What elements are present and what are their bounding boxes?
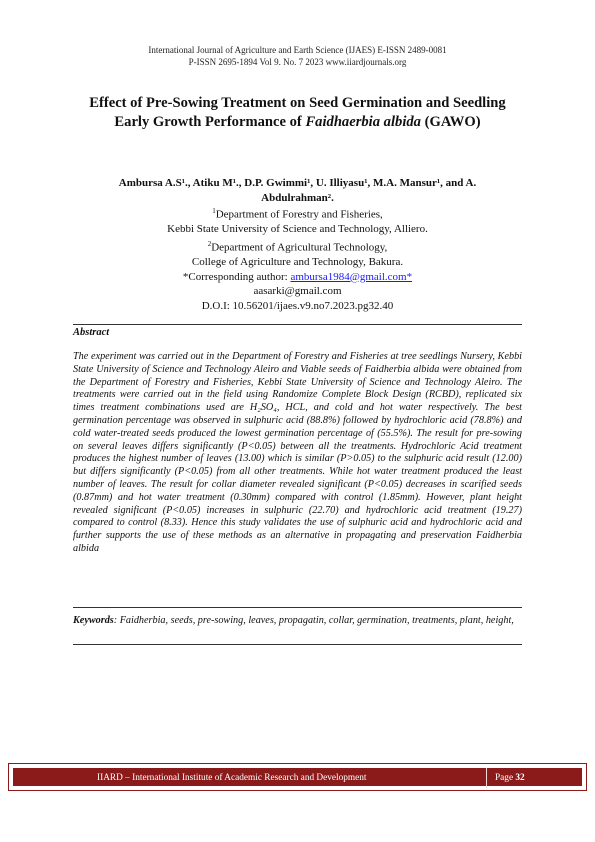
keywords — [73, 614, 522, 627]
keywords-top-rule — [73, 607, 522, 608]
footer-divider — [486, 768, 487, 788]
corresponding-label: *Corresponding author: — [182, 270, 291, 283]
keywords-text: : Faidherbia, seeds, pre-sowing, leaves, propagatin, collar, germination, treatments, plant, height, — [113, 615, 514, 626]
keywords-label: Keywords — [73, 615, 114, 626]
corresponding-email-link[interactable]: ambursa1984@gmail.com* — [290, 270, 413, 283]
footer-publisher: IIARD – International Institute of Academic Research and Development — [97, 773, 367, 783]
abstract-top-rule — [73, 324, 522, 325]
keywords-bottom-rule — [73, 644, 522, 645]
affiliation-2-dept: $^2$Department of Agricultural Technology, — [207, 239, 388, 254]
title-part2: (GAWO) — [420, 114, 481, 130]
title-species: Faidhaerbia albida — [305, 114, 421, 130]
abstract-body: The experiment was carried out in the Department of Forestry and Fisheries at tree seedlings Nursery, Kebbi State University of Science and Technology Aleiro and Viable seeds of Faidherbia albida were obtained from the Department of Forestry and Fisheries, Kebbi State University of Science and Technology Aleiro. The treatments were carried out in the field using Randomize Complete Block Design (RCBD), replicated six times treatment combinations used are H₂SO₄, HCL, and cold and hot water respectively. The best germination percentage was observed in sulphuric acid (88.8%) followed by hydrochloric acid (78.8%) and cold water-treated seeds produced the lowest germination percentage of (55.5%). The result for pre-sowing on several leaves differs significantly (P<0.05) between all the treatments. Hydrochloric Acid treatment produces the highest number of leaves (13.00) which is similar (P>0.05) to the sulphuric acid result (12.00) but differs significantly (P<0.05) from all other treatments. While hot water treatment produced the least number of leaves. The result for collar diameter revealed significant (P<0.05) decreases in scarified seeds (0.87mm) and hot water treatment (0.30mm) compared with control (1.85mm). However, plant height revealed significant (P<0.05) increases in sulphuric (22.70) and hydrochloric acid treatment (19.27) compared to control (8.33). Hence this study validates the use of sulphuric acid and hydrochloric acid and further supports the use of these methods as an alternative in propagating and preservation Faidherbia albida — [73, 351, 522, 554]
affiliation-1-marker: 1 — [212, 207, 216, 215]
author-list — [90, 176, 505, 206]
page-number: 32 — [515, 773, 525, 783]
second-email: aasarki@gmail.com — [253, 285, 342, 298]
doi: D.O.I: 10.56201/ijaes.v9.no7.2023.pg32.40 — [201, 300, 394, 312]
page-footer — [8, 763, 587, 791]
title-part1: Effect of Pre-Sowing Treatment on Seed Germination and Seedling Early Growth Performance of — [89, 95, 506, 130]
affiliations — [60, 204, 535, 299]
affiliation-2-institution: College of Agriculture and Technology, Bakura. — [191, 256, 404, 269]
journal-header — [0, 44, 595, 68]
abstract-heading: Abstract — [73, 327, 110, 338]
journal-header-line1: International Journal of Agriculture and Earth Science (IJAES) E-ISSN 2489-0081 — [148, 45, 447, 55]
journal-header-line2: P-ISSN 2695-1894 Vol 9. No. 7 2023 www.iiardjournals.org — [188, 57, 407, 67]
author-line1: Ambursa A.S¹., Atiku M¹., D.P. Gwimmi¹, U. Illiyasu¹, M.A. Mansur¹, and A. — [118, 177, 477, 189]
paper-title — [75, 94, 520, 132]
author-line2: Abdulrahman². — [261, 192, 334, 204]
corresponding-author — [60, 270, 535, 285]
affiliation-1-dept: $^1$Department of Forestry and Fisheries, — [212, 207, 383, 221]
footer-page: Page 32 — [495, 773, 525, 783]
footer-bar — [13, 768, 582, 786]
affiliation-1-institution: Kebbi State University of Science and Technology, Alliero. — [167, 223, 428, 236]
affiliation-2-marker: 2 — [207, 239, 212, 248]
